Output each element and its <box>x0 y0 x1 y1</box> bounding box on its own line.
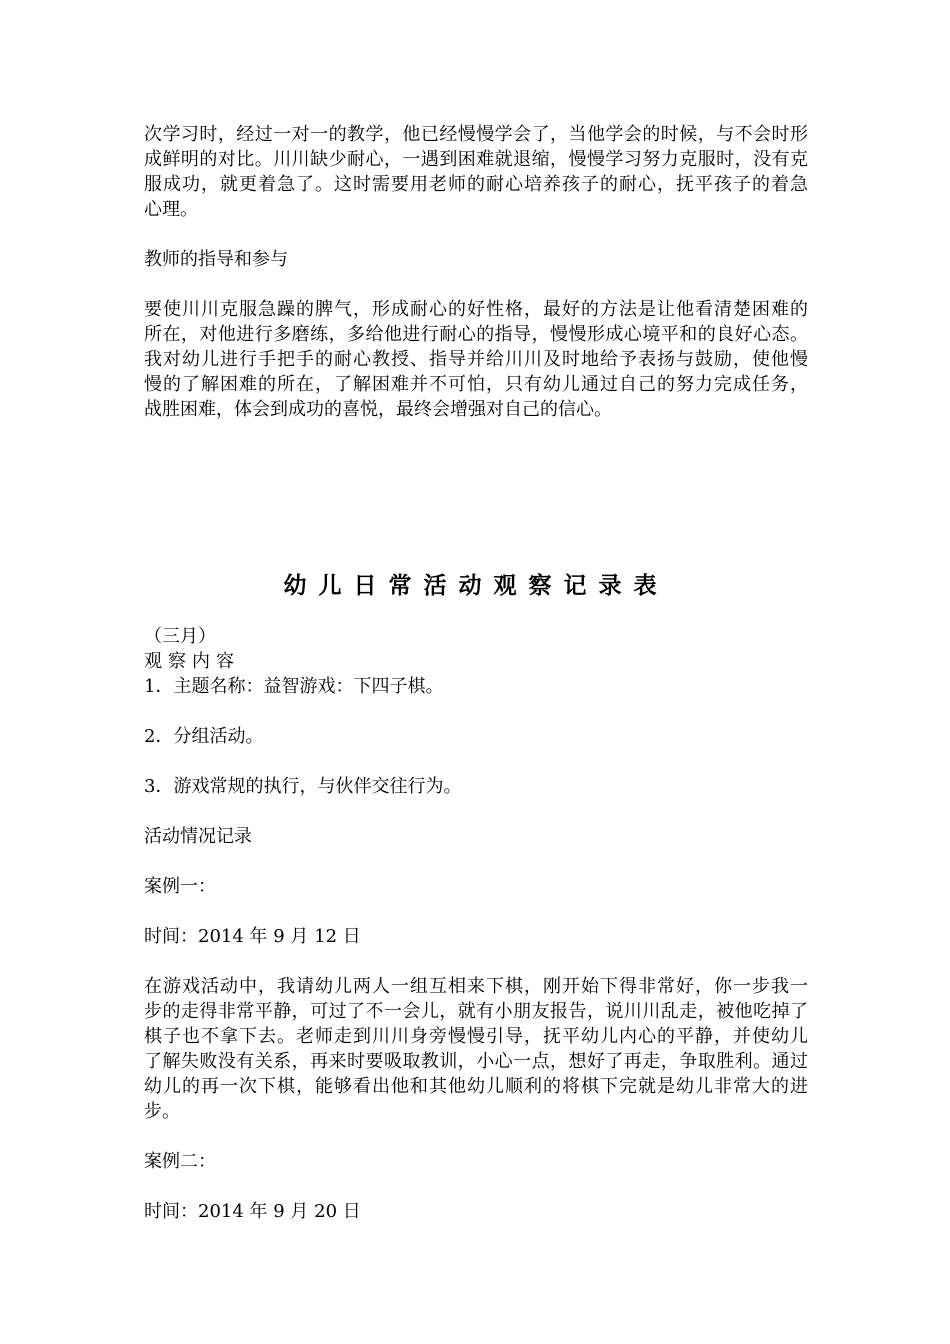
case2-label: 案例二： <box>144 1151 216 1172</box>
paragraph-intro <box>144 122 808 222</box>
record-label: 活动情况记录 <box>144 826 252 847</box>
section-1 <box>144 122 808 422</box>
paragraph-guidance <box>144 297 808 422</box>
text-line: 要使川川克服急躁的脾气，形成耐心的好性格，最好的方法是让他看清楚困难的 <box>144 299 808 320</box>
text-line: 服成功，就更着急了。这时需要用老师的耐心培养孩子的耐心，抚平孩子的着急 <box>144 174 808 195</box>
list-item: 1．主题名称：益智游戏：下四子棋。 <box>144 676 444 697</box>
list-item: 2．分组活动。 <box>144 726 264 747</box>
text-line: 次学习时，经过一对一的教学，他已经慢慢学会了，当他学会的时候，与不会时形 <box>144 124 808 145</box>
text-line: 成鲜明的对比。川川缺少耐心，一遇到困难就退缩，慢慢学习努力克服时，没有克 <box>144 149 808 170</box>
text-line: 步。 <box>144 1101 180 1122</box>
text-line: 我对幼儿进行手把手的耐心教授、指导并给川川及时地给予表扬与鼓励，使他慢 <box>144 349 808 370</box>
month-label: （三月） <box>144 626 216 647</box>
text-line: 慢的了解困难的所在，了解困难并不可怕，只有幼儿通过自己的努力完成任务， <box>144 374 808 395</box>
text-line: 了解失败没有关系，再来时要吸取教训，小心一点，想好了再走，争取胜利。通过 <box>144 1051 808 1072</box>
text-line: 战胜困难，体会到成功的喜悦，最终会增强对自己的信心。 <box>144 399 612 420</box>
paragraph-case1 <box>144 974 808 1124</box>
section-heading-guidance: 教师的指导和参与 <box>144 249 288 270</box>
list-item: 3．游戏常规的执行，与伙伴交往行为。 <box>144 776 462 797</box>
case2-time: 时间：2014 年 9 月 20 日 <box>144 1201 361 1222</box>
text-line: 在游戏活动中，我请幼儿两人一组互相来下棋，刚开始下得非常好，你一步我一 <box>144 976 808 997</box>
document-title: 幼儿日常活动观察记录表 <box>283 573 669 599</box>
text-line: 心理。 <box>144 199 198 220</box>
text-line: 步的走得非常平静，可过了不一会儿，就有小朋友报告，说川川乱走，被他吃掉了 <box>144 1001 808 1022</box>
text-line: 所在，对他进行多磨练，多给他进行耐心的指导，慢慢形成心境平和的良好心态。 <box>144 324 808 345</box>
case1-time: 时间：2014 年 9 月 12 日 <box>144 926 361 947</box>
section-2 <box>144 624 808 1224</box>
text-line: 棋子也不拿下去。老师走到川川身旁慢慢引导，抚平幼儿内心的平静，并使幼儿 <box>144 1026 808 1047</box>
text-line: 幼儿的再一次下棋，能够看出他和其他幼儿顺利的将棋下完就是幼儿非常大的进 <box>144 1076 808 1097</box>
content-label: 观察内容 <box>144 651 240 672</box>
case1-label: 案例一： <box>144 876 216 897</box>
